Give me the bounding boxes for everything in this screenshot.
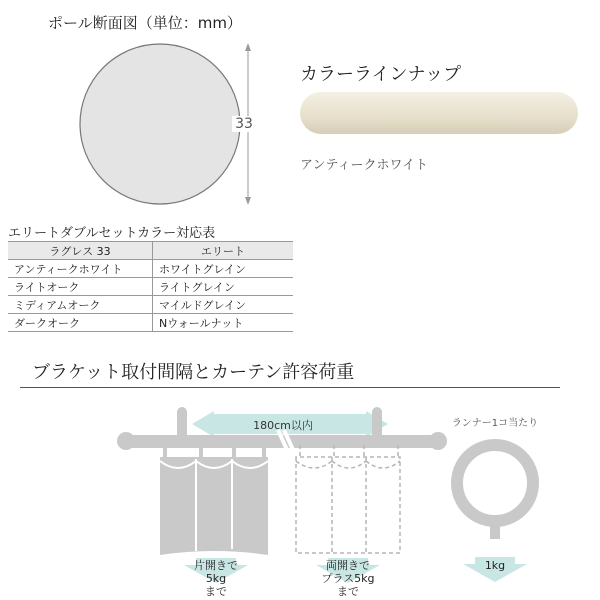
bracket-section-title: ブラケット取付間隔とカーテン許容荷重 (32, 362, 355, 383)
pole-cross-section (80, 44, 240, 204)
curtain-double-side (296, 445, 400, 553)
table-cell: ダークオーク (8, 314, 153, 332)
load-double-line: 両開きで (326, 559, 370, 572)
runner-ring (457, 445, 533, 521)
span-label: 180cm以内 (253, 419, 313, 432)
table-cell: アンティークホワイト (8, 260, 153, 278)
color-swatch-antique-white (300, 92, 578, 134)
runner-load-label: 1kg (484, 559, 506, 572)
rod-finial-right (429, 432, 447, 450)
curtain-one-side (160, 445, 268, 555)
runner-stem (490, 519, 500, 539)
runner-label: ランナー1コ当たり (451, 418, 539, 429)
table-row (8, 314, 293, 332)
pole-section-title: ポール断面図（単位：mm） (48, 14, 242, 32)
load-one-side-line: まで (205, 585, 227, 598)
table-cell: ホワイトグレイン (153, 260, 294, 278)
table-row (8, 296, 293, 314)
load-double-line: まで (337, 585, 359, 598)
load-one-side-line: 片開きで (194, 559, 238, 572)
dimension-arrow-top (245, 43, 251, 51)
table-row (8, 278, 293, 296)
dimension-label: 33 (232, 116, 256, 132)
table-row (8, 260, 293, 278)
table-header-row (8, 242, 293, 260)
table-cell: ミディアムオーク (8, 296, 153, 314)
table-cell: ライトグレイン (153, 278, 294, 296)
table-cell: Nウォールナット (153, 314, 294, 332)
load-double-line: プラス5kg (321, 572, 375, 585)
dimension-arrow-bottom (245, 197, 251, 205)
table-header: ラグレス 33 (8, 242, 153, 260)
bracket-title-divider (20, 387, 560, 388)
compat-table-title: エリートダブルセットカラー対応表 (8, 226, 216, 241)
table-cell: マイルドグレイン (153, 296, 294, 314)
color-lineup-title: カラーラインナップ (300, 64, 462, 85)
table-header: エリート (153, 242, 294, 260)
color-name: アンティークホワイト (300, 158, 429, 173)
load-one-side-label (176, 559, 256, 598)
compat-table (8, 241, 293, 332)
rod-finial-left (117, 432, 135, 450)
load-one-side-line: 5kg (205, 572, 227, 585)
table-cell: ライトオーク (8, 278, 153, 296)
load-double-label (304, 559, 392, 598)
